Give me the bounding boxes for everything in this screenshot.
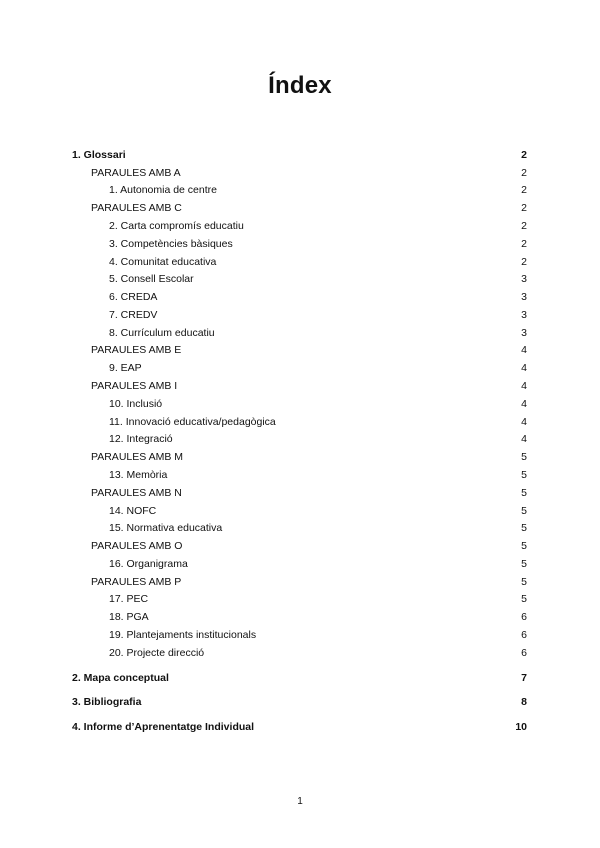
toc-page: 2 <box>521 149 527 161</box>
toc-entry[interactable] <box>72 627 527 643</box>
toc-entry[interactable] <box>72 271 527 287</box>
toc-page: 5 <box>521 469 527 481</box>
toc-label: 3. Competències bàsiques <box>109 238 233 250</box>
toc-label: 17. PEC <box>109 593 149 605</box>
toc-page: 2 <box>521 238 527 250</box>
toc-entry[interactable] <box>72 325 527 341</box>
toc-entry[interactable] <box>72 538 527 554</box>
toc-entry[interactable] <box>72 182 527 198</box>
toc-label: 15. Normativa educativa <box>109 522 223 534</box>
toc-label: 18. PGA <box>109 611 149 623</box>
toc-page: 5 <box>521 487 527 499</box>
toc-entry[interactable] <box>72 200 527 216</box>
toc-page: 5 <box>521 558 527 570</box>
page-number: 1 <box>297 796 303 807</box>
toc-entry[interactable] <box>72 467 527 483</box>
toc-label: PARAULES AMB P <box>91 576 182 588</box>
toc-label: 4. Informe d’Aprenentatge Individual <box>72 721 255 733</box>
toc-label: 3. Bibliografia <box>72 696 142 708</box>
toc-page: 3 <box>521 327 527 339</box>
toc-page: 2 <box>521 256 527 268</box>
toc-page: 10 <box>515 721 527 733</box>
toc-label: 10. Inclusió <box>109 398 163 410</box>
toc-entry[interactable] <box>72 645 527 661</box>
toc-entry[interactable] <box>72 520 527 536</box>
toc-label: 13. Memòria <box>109 469 168 481</box>
toc-page: 8 <box>521 696 527 708</box>
toc-page: 2 <box>521 167 527 179</box>
toc-entry[interactable] <box>72 342 527 358</box>
toc-entry[interactable] <box>72 556 527 572</box>
toc-label: PARAULES AMB I <box>91 380 178 392</box>
toc-entry[interactable] <box>72 485 527 501</box>
toc-label: 11. Innovació educativa/pedagògica <box>109 416 276 428</box>
toc-label: 2. Carta compromís educatiu <box>109 220 244 232</box>
toc-page: 5 <box>521 451 527 463</box>
toc-page: 5 <box>521 540 527 552</box>
toc-entry[interactable] <box>72 414 527 430</box>
toc-label: 9. EAP <box>109 362 142 374</box>
toc-entry[interactable] <box>72 289 527 305</box>
toc-entry[interactable] <box>72 307 527 323</box>
toc-page: 4 <box>521 416 527 428</box>
toc-entry[interactable] <box>72 147 527 163</box>
toc-page: 4 <box>521 344 527 356</box>
toc-entry[interactable] <box>72 236 527 252</box>
toc-label: 12. Integració <box>109 433 173 445</box>
toc-label: PARAULES AMB A <box>91 167 181 179</box>
toc-page: 6 <box>521 629 527 641</box>
toc-label: 14. NOFC <box>109 505 157 517</box>
toc-page: 4 <box>521 398 527 410</box>
toc-label: PARAULES AMB O <box>91 540 183 552</box>
toc-entry[interactable] <box>72 719 527 735</box>
toc-label: 1. Autonomia de centre <box>109 184 217 196</box>
toc-page: 6 <box>521 611 527 623</box>
toc-entry[interactable] <box>72 694 527 710</box>
toc-label: PARAULES AMB E <box>91 344 182 356</box>
toc-page: 5 <box>521 576 527 588</box>
toc-label: PARAULES AMB C <box>91 202 182 214</box>
toc-entry[interactable] <box>72 609 527 625</box>
toc-entry[interactable] <box>72 670 527 686</box>
toc-entry[interactable] <box>72 574 527 590</box>
toc-entry[interactable] <box>72 254 527 270</box>
toc-entry[interactable] <box>72 378 527 394</box>
toc-label: 6. CREDA <box>109 291 158 303</box>
toc-page: 2 <box>521 202 527 214</box>
toc-entry[interactable] <box>72 591 527 607</box>
toc-entry[interactable] <box>72 360 527 376</box>
toc-page: 5 <box>521 593 527 605</box>
toc-label: 19. Plantejaments institucionals <box>109 629 257 641</box>
toc-page: 3 <box>521 273 527 285</box>
toc-label: 1. Glossari <box>72 149 126 161</box>
toc-page: 7 <box>521 672 527 684</box>
toc-page: 3 <box>521 291 527 303</box>
toc-page: 4 <box>521 362 527 374</box>
toc-entry[interactable] <box>72 503 527 519</box>
toc-label: 20. Projecte direcció <box>109 647 205 659</box>
toc-entry[interactable] <box>72 449 527 465</box>
toc-label: 2. Mapa conceptual <box>72 672 169 684</box>
toc-page: 4 <box>521 380 527 392</box>
toc-label: 4. Comunitat educativa <box>109 256 217 268</box>
toc-page: 2 <box>521 220 527 232</box>
toc-label: 7. CREDV <box>109 309 158 321</box>
toc-label: 5. Consell Escolar <box>109 273 194 285</box>
toc-entry[interactable] <box>72 396 527 412</box>
toc-label: 16. Organigrama <box>109 558 188 570</box>
page-title: Índex <box>268 72 332 99</box>
toc-page: 5 <box>521 522 527 534</box>
toc-page: 2 <box>521 184 527 196</box>
toc-page: 6 <box>521 647 527 659</box>
toc-label: PARAULES AMB M <box>91 451 183 463</box>
toc-entry[interactable] <box>72 218 527 234</box>
toc-label: PARAULES AMB N <box>91 487 182 499</box>
toc-page: 5 <box>521 505 527 517</box>
toc-page: 4 <box>521 433 527 445</box>
toc-page: 3 <box>521 309 527 321</box>
toc-entry[interactable] <box>72 431 527 447</box>
toc-entry[interactable] <box>72 165 527 181</box>
toc-label: 8. Currículum educatiu <box>109 327 215 339</box>
